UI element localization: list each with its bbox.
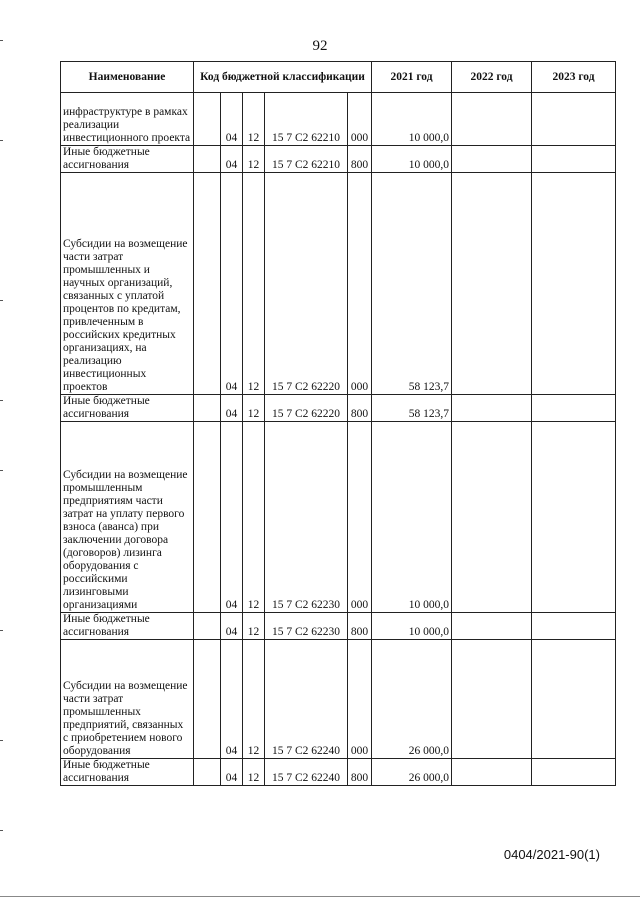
row-value-2022: [452, 422, 532, 613]
row-name: Иные бюджетные ассигнования: [61, 146, 194, 173]
table-row: [61, 146, 616, 173]
row-value-2021: 58 123,7: [372, 395, 452, 422]
row-code-type: 800: [348, 759, 372, 786]
row-value-2022: [452, 759, 532, 786]
table-row: [61, 395, 616, 422]
row-code-type: 000: [348, 173, 372, 395]
row-name: Иные бюджетные ассигнования: [61, 613, 194, 640]
row-name: инфраструктуре в рамках реализации инвестиционного проекта: [61, 93, 194, 146]
row-value-2023: [532, 395, 616, 422]
row-code-section: 04: [221, 93, 243, 146]
row-value-2021: 26 000,0: [372, 640, 452, 759]
row-spacer: [194, 146, 221, 173]
row-code-section: 04: [221, 422, 243, 613]
row-value-2022: [452, 173, 532, 395]
table-row: [61, 173, 616, 395]
row-value-2023: [532, 613, 616, 640]
header-code: Код бюджетной классификации: [194, 62, 372, 93]
row-code-type: 800: [348, 395, 372, 422]
row-code-target: 15 7 С2 62220: [265, 395, 348, 422]
row-name: Иные бюджетные ассигнования: [61, 759, 194, 786]
row-code-section: 04: [221, 146, 243, 173]
row-value-2021: 10 000,0: [372, 93, 452, 146]
row-spacer: [194, 759, 221, 786]
row-value-2023: [532, 93, 616, 146]
row-code-section: 04: [221, 640, 243, 759]
header-name: Наименование: [61, 62, 194, 93]
row-code-subsection: 12: [243, 395, 265, 422]
row-code-subsection: 12: [243, 640, 265, 759]
row-code-section: 04: [221, 173, 243, 395]
row-code-target: 15 7 С2 62210: [265, 146, 348, 173]
row-spacer: [194, 613, 221, 640]
row-value-2022: [452, 613, 532, 640]
row-code-target: 15 7 С2 62230: [265, 613, 348, 640]
table-row: [61, 759, 616, 786]
row-name: Субсидии на возмещение части затрат промышленных и научных организаций, связанных с уплатой процентов по кредитам, привлеченным в российских кредитных организациях, на реализацию инвестиционных проектов: [61, 173, 194, 395]
row-name: Субсидии на возмещение части затрат промышленных предприятий, связанных с приобретением нового оборудования: [61, 640, 194, 759]
row-value-2023: [532, 173, 616, 395]
table-row: [61, 93, 616, 146]
table-row: [61, 613, 616, 640]
row-code-subsection: 12: [243, 173, 265, 395]
row-value-2021: 10 000,0: [372, 146, 452, 173]
row-code-subsection: 12: [243, 93, 265, 146]
row-code-target: 15 7 С2 62230: [265, 422, 348, 613]
row-code-target: 15 7 С2 62240: [265, 640, 348, 759]
row-value-2023: [532, 422, 616, 613]
row-value-2022: [452, 395, 532, 422]
row-spacer: [194, 395, 221, 422]
page-number: 92: [312, 38, 328, 54]
row-code-type: 000: [348, 422, 372, 613]
row-code-type: 000: [348, 93, 372, 146]
row-value-2021: 10 000,0: [372, 613, 452, 640]
row-code-subsection: 12: [243, 613, 265, 640]
row-value-2023: [532, 640, 616, 759]
row-value-2021: 26 000,0: [372, 759, 452, 786]
row-value-2023: [532, 759, 616, 786]
row-code-subsection: 12: [243, 422, 265, 613]
row-value-2023: [532, 146, 616, 173]
row-code-target: 15 7 С2 62240: [265, 759, 348, 786]
row-value-2021: 10 000,0: [372, 422, 452, 613]
row-name: Субсидии на возмещение промышленным предприятиям части затрат на уплату первого взноса (аванса) при заключении договора (договоров) лизинга оборудования с российскими лизинговыми организациями: [61, 422, 194, 613]
row-value-2022: [452, 146, 532, 173]
header-2023: 2023 год: [532, 62, 616, 93]
row-code-type: 000: [348, 640, 372, 759]
row-code-subsection: 12: [243, 146, 265, 173]
row-name: Иные бюджетные ассигнования: [61, 395, 194, 422]
row-code-target: 15 7 С2 62210: [265, 93, 348, 146]
table-header-row: [61, 62, 616, 93]
row-spacer: [194, 640, 221, 759]
budget-table: [60, 61, 616, 786]
row-code-type: 800: [348, 146, 372, 173]
header-2022: 2022 год: [452, 62, 532, 93]
row-value-2021: 58 123,7: [372, 173, 452, 395]
row-code-section: 04: [221, 613, 243, 640]
row-spacer: [194, 422, 221, 613]
row-code-section: 04: [221, 759, 243, 786]
row-code-type: 800: [348, 613, 372, 640]
row-value-2022: [452, 93, 532, 146]
row-value-2022: [452, 640, 532, 759]
row-spacer: [194, 173, 221, 395]
row-code-subsection: 12: [243, 759, 265, 786]
table-row: [61, 422, 616, 613]
scan-edge-marks: [0, 0, 4, 905]
row-code-target: 15 7 С2 62220: [265, 173, 348, 395]
row-spacer: [194, 93, 221, 146]
table-row: [61, 640, 616, 759]
header-2021: 2021 год: [372, 62, 452, 93]
row-code-section: 04: [221, 395, 243, 422]
scan-bottom-edge: [0, 896, 640, 897]
document-number: 0404/2021-90(1): [503, 847, 600, 862]
